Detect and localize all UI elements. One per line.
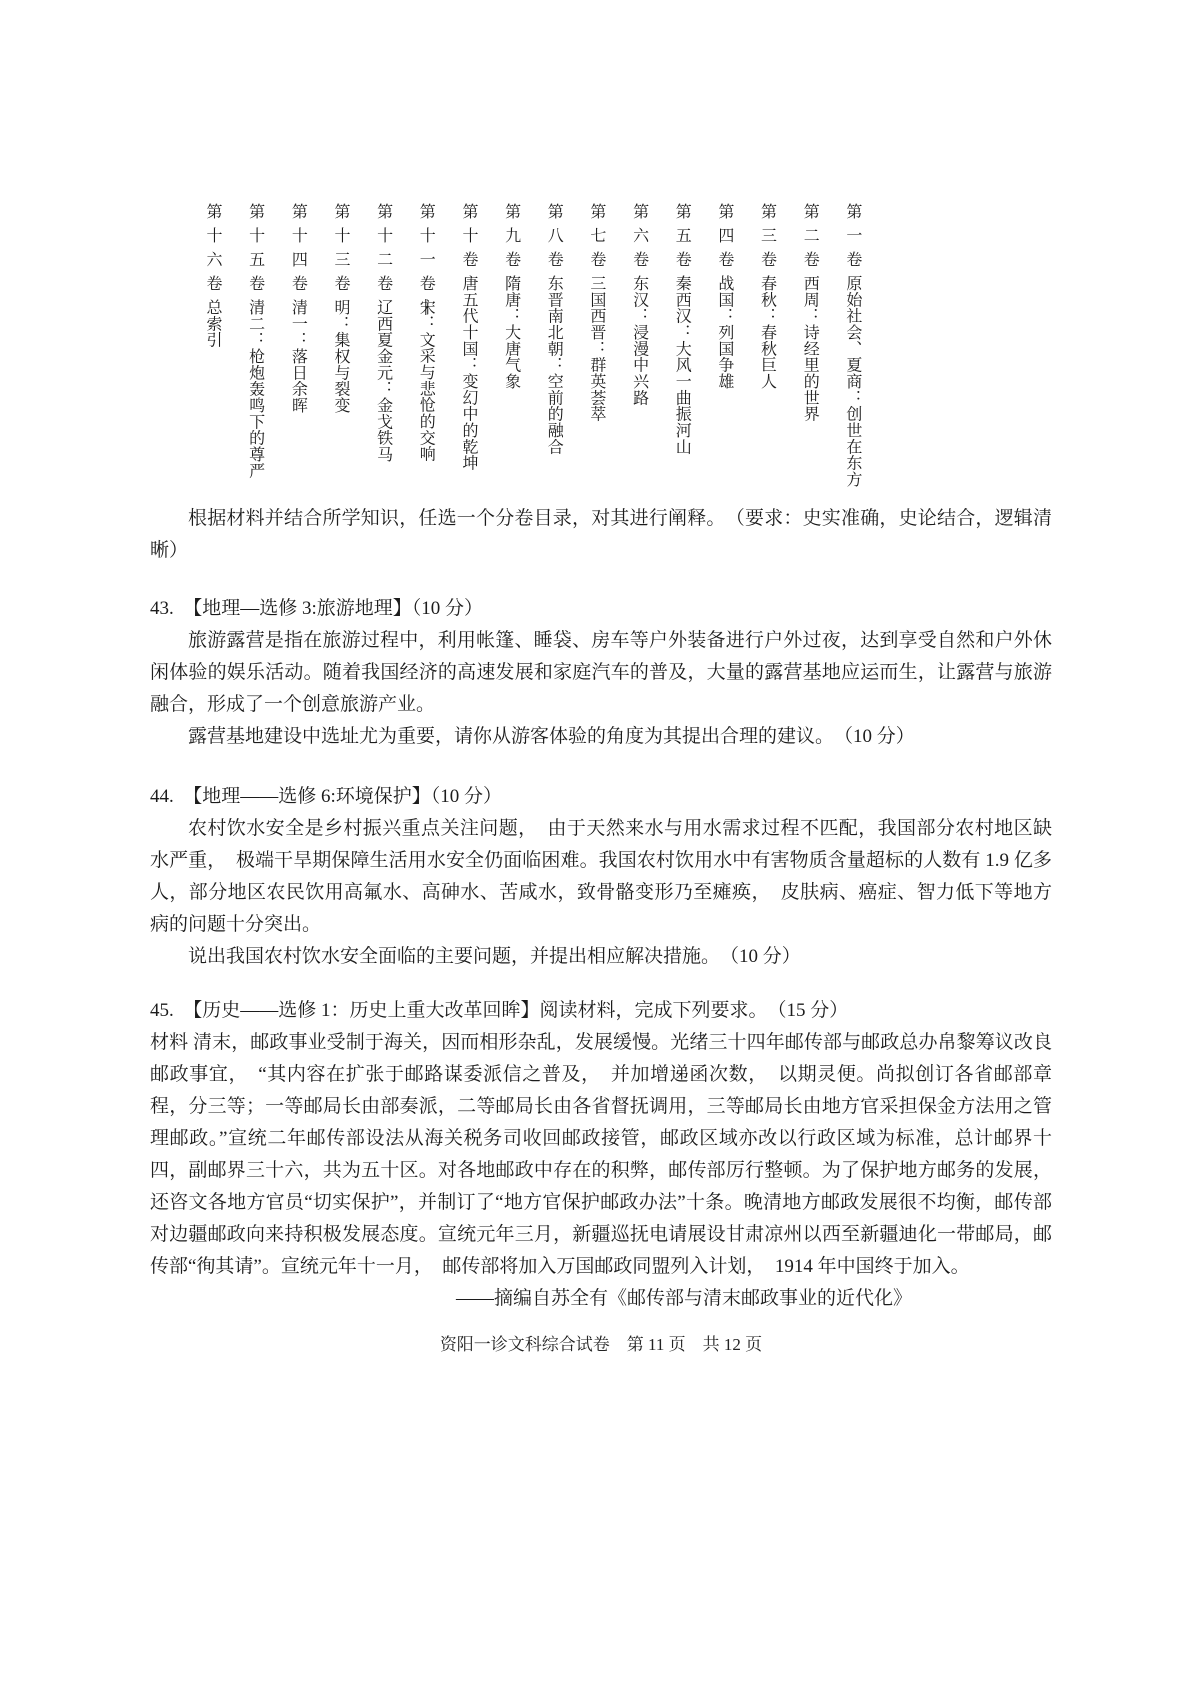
toc-volume-3-number: 第三卷 <box>758 203 776 275</box>
toc-volume-8 <box>543 203 563 455</box>
toc-volume-7-number: 第七卷 <box>587 203 605 275</box>
question-45-material: 材料 清末，邮政事业受制于海关，因而相形杂乱，发展缓慢。光绪三十四年邮传部与邮政总办帛黎筹议改良邮政事宜， “其内容在扩张于邮路谋委派信之普及， 并加增递函次数， 以期灵便。尚拟创订各省邮部章程，分三等；一等邮局长由部奏派，二等邮局长由各省督抚调用，三等邮局长由地方官采担保金方法用之管理邮政。”宣统二年邮传部设法从海关税务司收回邮政接管，邮政区域亦改以行政区域为标准，总计邮界十四，副邮界三十六，共为五十区。对各地邮政中存在的积弊，邮传部厉行整顿。为了保护地方邮务的发展，还咨文各地方官员“切实保护”，并制订了“地方官保护邮政办法”十条。晚清地方邮政发展很不均衡，邮传部对边疆邮政向来持积极发展态度。宣统元年三月，新疆巡抚电请展设甘肃凉州以西至新疆迪化一带邮局，邮传部“徇其请”。宣统元年十一月， 邮传部将加入万国邮政同盟列入计划， 1914 年中国终于加入。 <box>150 1032 1052 1277</box>
toc-volume-7-title: 三国西晋：群英荟萃 <box>587 275 605 422</box>
toc-volume-10 <box>458 203 478 471</box>
toc-volume-9-number: 第九卷 <box>502 203 520 275</box>
toc-volume-9 <box>501 203 521 389</box>
toc-volume-9-title: 隋唐：大唐气象 <box>502 275 520 390</box>
toc-volume-15-number: 第十五卷 <box>246 203 264 299</box>
toc-volume-15-title: 清二：枪炮轰鸣下的尊严 <box>246 299 264 479</box>
question-43-task: 露营基地建设中选址尤为重要，请你从游客体验的角度为其提出合理的建议。 （10 分） <box>188 726 915 747</box>
toc-volume-2-number: 第二卷 <box>801 203 819 275</box>
toc-volume-6-number: 第六卷 <box>630 203 648 275</box>
toc-volume-16-title: 总索引 <box>204 299 221 348</box>
toc-volume-16 <box>202 203 222 348</box>
question-44-task: 说出我国农村饮水安全面临的主要问题，并提出相应解决措施。 （10 分） <box>188 946 801 967</box>
toc-volume-11-title: ：文采与悲怆的交响 <box>417 315 435 462</box>
toc-volume-5 <box>671 203 691 455</box>
toc-volume-12-number: 第十二卷 <box>374 203 392 299</box>
toc-volume-5-number: 第五卷 <box>673 203 691 275</box>
toc-volume-10-number: 第十卷 <box>459 203 477 275</box>
toc-volume-1-number: 第一卷 <box>843 203 861 275</box>
directory-instruction: 根据材料并结合所学知识，任选一个分卷目录，对其进行阐释。 （要求：史实准确，史论结合，逻辑清晰） <box>150 508 1052 561</box>
toc-volume-7 <box>586 203 606 422</box>
toc-volume-12-title: 辽西夏金元：金戈铁马 <box>374 299 392 463</box>
question-45 <box>150 995 1052 1315</box>
toc-volume-3-title: 春秋：春秋巨人 <box>758 275 776 390</box>
toc-volume-4 <box>714 203 734 389</box>
question-43-heading: 43. 【地理—选修 3:旅游地理】（10 分） <box>150 598 484 619</box>
toc-volume-8-number: 第八卷 <box>545 203 563 275</box>
toc-volume-16-number: 第十六卷 <box>204 203 221 299</box>
question-44 <box>150 781 1052 973</box>
toc-volume-5-title: 秦西汉：大风一曲振河山 <box>673 275 691 455</box>
toc-volume-14 <box>287 203 307 413</box>
page-footer-text: 资阳一诊文科综合试卷 第 11 页 共 12 页 <box>439 1335 763 1354</box>
toc-volume-15 <box>245 203 265 479</box>
toc-volume-6 <box>629 203 649 406</box>
toc-volume-2-title: 西周：诗经里的世界 <box>801 275 819 422</box>
toc-volume-1-title: 原始社会、夏商：创世在东方 <box>843 275 861 488</box>
toc-volume-11 <box>415 203 435 462</box>
toc-volume-13-number: 第十三卷 <box>331 203 349 299</box>
question-44-heading: 44. 【地理——选修 6:环境保护】（10 分） <box>150 786 503 807</box>
page-footer <box>150 1329 1052 1361</box>
toc-volume-14-number: 第十四卷 <box>289 203 307 299</box>
toc-volume-10-title: 唐五代十国：变幻中的乾坤 <box>459 275 477 471</box>
question-44-material: 农村饮水安全是乡村振兴重点关注问题， 由于天然来水与用水需求过程不匹配，我国部分农村地区缺水严重， 极端干旱期保障生活用水安全仍面临困难。我国农村饮用水中有害物质含量超标的人数有 1.9 亿多人，部分地区农民饮用高氟水、高砷水、苦咸水，致骨骼变形乃至瘫痪， 皮肤病、癌症、智力低下等地方病的问题十分突出。 <box>150 818 1052 935</box>
toc-volume-1 <box>842 203 862 487</box>
toc-volume-11-struck-character: 宋 <box>417 299 435 315</box>
toc-volume-6-title: 东汉：浸漫中兴路 <box>630 275 648 406</box>
toc-volume-8-title: 东晋南北朝：空前的融合 <box>545 275 563 455</box>
toc-volume-13-title: 明：集权与裂变 <box>331 299 349 414</box>
question-43 <box>150 593 1052 753</box>
toc-volume-3 <box>757 203 777 389</box>
toc-volume-13 <box>330 203 350 413</box>
toc-volume-4-title: 战国：列国争雄 <box>715 275 733 390</box>
volume-directory <box>202 203 862 495</box>
toc-volume-2 <box>799 203 819 422</box>
toc-volume-14-title: 清一：落日余晖 <box>289 299 307 414</box>
question-43-material: 旅游露营是指在旅游过程中，利用帐篷、睡袋、房车等户外装备进行户外过夜，达到享受自然和户外休闲体验的娱乐活动。随着我国经济的高速发展和家庭汽车的普及，大量的露营基地应运而生，让露营与旅游融合，形成了一个创意旅游产业。 <box>150 630 1052 715</box>
question-45-source-attribution: ——摘编自苏全有《邮传部与清末邮政事业的近代化》 <box>455 1288 912 1309</box>
toc-volume-4-number: 第四卷 <box>715 203 733 275</box>
question-45-heading: 45. 【历史——选修 1：历史上重大改革回眸】阅读材料，完成下列要求。 （15 分） <box>150 1000 849 1021</box>
toc-volume-12 <box>373 203 393 462</box>
toc-volume-11-number: 第十一卷 <box>417 203 435 299</box>
